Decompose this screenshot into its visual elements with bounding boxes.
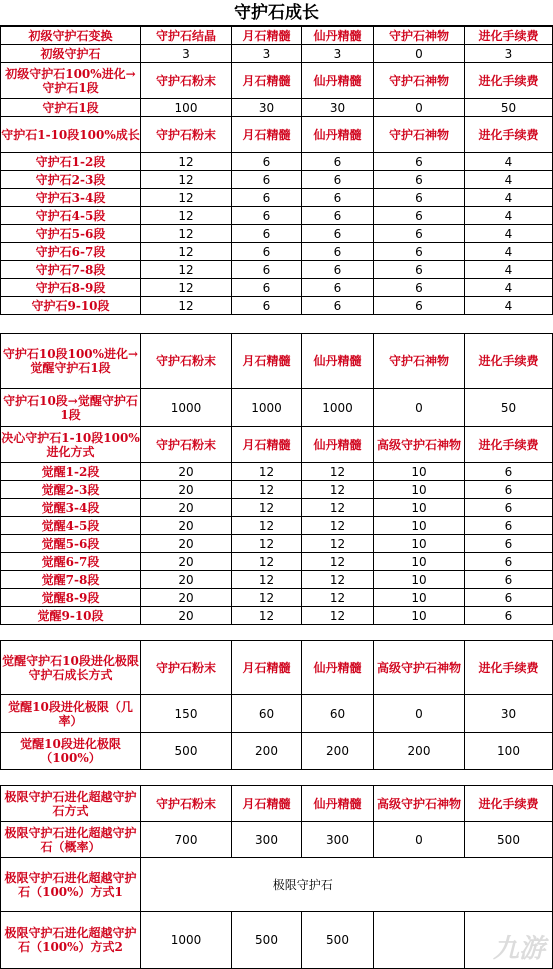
cell-value: 10 xyxy=(374,535,465,553)
cell-value: 10 xyxy=(374,553,465,571)
row-label: 守护石9-10段 xyxy=(1,297,141,315)
cell-value: 6 xyxy=(465,607,553,625)
cell-value: 12 xyxy=(141,225,232,243)
table-row xyxy=(1,225,553,243)
header-cell: 进化手续费 xyxy=(465,63,553,99)
table-header-row xyxy=(1,63,553,99)
cell-value: 12 xyxy=(141,261,232,279)
table-row xyxy=(1,695,553,733)
cell-value: 12 xyxy=(232,535,302,553)
table-row xyxy=(1,389,553,427)
cell-value: 6 xyxy=(302,225,374,243)
table-row xyxy=(1,45,553,63)
row-label: 守护石5-6段 xyxy=(1,225,141,243)
header-cell: 进化手续费 xyxy=(465,786,553,822)
table-header-row xyxy=(1,27,553,45)
table-header-row xyxy=(1,334,553,389)
row-label: 觉醒5-6段 xyxy=(1,535,141,553)
table-header-row xyxy=(1,641,553,695)
header-cell: 进化手续费 xyxy=(465,27,553,45)
cell-value: 6 xyxy=(465,517,553,535)
cell-value: 50 xyxy=(465,389,553,427)
header-cell: 守护石1-10段100%成长 xyxy=(1,117,141,153)
cell-value: 10 xyxy=(374,589,465,607)
cell-value: 6 xyxy=(374,153,465,171)
cell-value: 12 xyxy=(141,153,232,171)
cell-value: 20 xyxy=(141,589,232,607)
cell-value: 12 xyxy=(141,243,232,261)
cell-value: 12 xyxy=(141,189,232,207)
cell-value: 12 xyxy=(232,481,302,499)
cell-value: 10 xyxy=(374,571,465,589)
cell-value: 12 xyxy=(232,607,302,625)
table-row xyxy=(1,171,553,189)
cell-value: 6 xyxy=(302,171,374,189)
cell-value: 6 xyxy=(374,189,465,207)
cell-value: 6 xyxy=(302,243,374,261)
row-label: 觉醒8-9段 xyxy=(1,589,141,607)
table-row xyxy=(1,481,553,499)
cell-value: 4 xyxy=(465,243,553,261)
row-label: 觉醒6-7段 xyxy=(1,553,141,571)
header-cell: 守护石结晶 xyxy=(141,27,232,45)
cell-value: 12 xyxy=(141,297,232,315)
table-row xyxy=(1,153,553,171)
cell-value: 4 xyxy=(465,189,553,207)
header-cell: 守护石10段100%进化→觉醒守护石1段 xyxy=(1,334,141,389)
table-row xyxy=(1,822,553,858)
cell-value: 50 xyxy=(465,99,553,117)
cell-value: 6 xyxy=(232,189,302,207)
cell-value: 6 xyxy=(302,297,374,315)
cell-value: 6 xyxy=(232,261,302,279)
cell-value: 60 xyxy=(302,695,374,733)
table-header-row xyxy=(1,117,553,153)
cell-value: 12 xyxy=(302,517,374,535)
cell-value: 1000 xyxy=(232,389,302,427)
cell-value: 12 xyxy=(232,463,302,481)
cell-value: 10 xyxy=(374,607,465,625)
header-cell: 进化手续费 xyxy=(465,641,553,695)
cell-value: 4 xyxy=(465,279,553,297)
header-cell: 仙丹精髓 xyxy=(302,63,374,99)
row-label: 极限守护石进化超越守护石（概率） xyxy=(1,822,141,858)
merged-cell: 极限守护石 xyxy=(141,858,465,912)
awaken-rows xyxy=(1,463,553,625)
cell-value: 20 xyxy=(141,481,232,499)
cell-value: 6 xyxy=(465,499,553,517)
row-label: 守护石7-8段 xyxy=(1,261,141,279)
cell-value: 4 xyxy=(465,261,553,279)
cell-value: 6 xyxy=(232,207,302,225)
cell-value: 20 xyxy=(141,463,232,481)
cell-value: 30 xyxy=(302,99,374,117)
cell-value: 12 xyxy=(302,481,374,499)
row-label: 初级守护石 xyxy=(1,45,141,63)
header-cell: 守护石粉末 xyxy=(141,786,232,822)
cell-value: 0 xyxy=(374,99,465,117)
cell-value: 1000 xyxy=(141,912,232,969)
row-label: 守护石6-7段 xyxy=(1,243,141,261)
table-row xyxy=(1,499,553,517)
row-label: 守护石1段 xyxy=(1,99,141,117)
cell-value: 100 xyxy=(465,733,553,770)
header-cell: 仙丹精髓 xyxy=(302,786,374,822)
watermark-logo: 九游 xyxy=(492,934,545,964)
cell-value: 12 xyxy=(302,589,374,607)
table-row xyxy=(1,607,553,625)
table-header-row xyxy=(1,427,553,463)
header-cell: 觉醒守护石10段进化极限守护石成长方式 xyxy=(1,641,141,695)
cell-value: 20 xyxy=(141,607,232,625)
section-transcend-table xyxy=(0,785,553,969)
cell-value: 6 xyxy=(302,153,374,171)
row-label: 觉醒10段进化极限（几率） xyxy=(1,695,141,733)
table-row xyxy=(1,99,553,117)
cell-value: 20 xyxy=(141,553,232,571)
cell-value: 12 xyxy=(232,553,302,571)
header-cell: 进化手续费 xyxy=(465,427,553,463)
cell-value: 20 xyxy=(141,517,232,535)
row-label: 守护石10段→觉醒守护石1段 xyxy=(1,389,141,427)
header-cell: 守护石粉末 xyxy=(141,641,232,695)
cell-value: 12 xyxy=(232,571,302,589)
cell-value: 6 xyxy=(465,589,553,607)
cell-value: 6 xyxy=(374,225,465,243)
page-title: 守护石成长 xyxy=(0,0,553,26)
header-cell: 进化手续费 xyxy=(465,117,553,153)
row-label: 觉醒1-2段 xyxy=(1,463,141,481)
cell-value: 500 xyxy=(141,733,232,770)
header-cell: 高级守护石神物 xyxy=(374,786,465,822)
header-cell: 守护石粉末 xyxy=(141,63,232,99)
cell-value: 3 xyxy=(465,45,553,63)
cell-value: 12 xyxy=(302,499,374,517)
cell-value: 500 xyxy=(302,912,374,969)
table-row xyxy=(1,589,553,607)
header-cell: 月石精髓 xyxy=(232,641,302,695)
header-cell: 守护石粉末 xyxy=(141,334,232,389)
cell-value: 20 xyxy=(141,499,232,517)
cell-value: 20 xyxy=(141,571,232,589)
cell-value: 1000 xyxy=(141,389,232,427)
header-cell: 守护石神物 xyxy=(374,117,465,153)
cell-value: 6 xyxy=(374,261,465,279)
row-label: 觉醒7-8段 xyxy=(1,571,141,589)
table-row xyxy=(1,207,553,225)
table-row xyxy=(1,243,553,261)
header-cell: 极限守护石进化超越守护石方式 xyxy=(1,786,141,822)
cell-value: 30 xyxy=(465,695,553,733)
cell-value: 6 xyxy=(302,279,374,297)
table-row xyxy=(1,553,553,571)
row-label: 守护石8-9段 xyxy=(1,279,141,297)
cell-value: 6 xyxy=(374,297,465,315)
header-cell: 月石精髓 xyxy=(232,427,302,463)
table-row xyxy=(1,571,553,589)
table-row xyxy=(1,297,553,315)
row-label: 极限守护石进化超越守护石（100%）方式1 xyxy=(1,858,141,912)
cell-value: 6 xyxy=(465,553,553,571)
header-cell: 守护石粉末 xyxy=(141,117,232,153)
cell-value: 200 xyxy=(374,733,465,770)
cell-value: 4 xyxy=(465,225,553,243)
row-label: 守护石2-3段 xyxy=(1,171,141,189)
header-cell: 进化手续费 xyxy=(465,334,553,389)
cell-value: 12 xyxy=(232,517,302,535)
cell-value xyxy=(374,912,465,969)
cell-value: 4 xyxy=(465,153,553,171)
row-label: 极限守护石进化超越守护石（100%）方式2 xyxy=(1,912,141,969)
cell-value: 6 xyxy=(232,279,302,297)
cell-value: 6 xyxy=(302,207,374,225)
cell-value: 6 xyxy=(465,463,553,481)
row-label: 觉醒10段进化极限（100%） xyxy=(1,733,141,770)
header-cell: 守护石粉末 xyxy=(141,427,232,463)
cell-value: 0 xyxy=(374,45,465,63)
cell-value: 12 xyxy=(232,499,302,517)
cell-value: 3 xyxy=(141,45,232,63)
cell-value: 6 xyxy=(232,171,302,189)
row-label: 守护石1-2段 xyxy=(1,153,141,171)
cell-value: 6 xyxy=(374,207,465,225)
cell-value: 6 xyxy=(465,481,553,499)
cell-value: 200 xyxy=(302,733,374,770)
table-header-row xyxy=(1,786,553,822)
cell-value: 10 xyxy=(374,499,465,517)
cell-value: 12 xyxy=(302,535,374,553)
row-label: 觉醒4-5段 xyxy=(1,517,141,535)
cell-value: 6 xyxy=(232,153,302,171)
empty-cell xyxy=(465,858,553,912)
cell-value: 4 xyxy=(465,207,553,225)
row-label: 守护石3-4段 xyxy=(1,189,141,207)
cell-value: 12 xyxy=(302,553,374,571)
cell-value: 300 xyxy=(302,822,374,858)
cell-value: 300 xyxy=(232,822,302,858)
table-row xyxy=(1,517,553,535)
cell-value: 3 xyxy=(232,45,302,63)
cell-value: 4 xyxy=(465,297,553,315)
cell-value: 500 xyxy=(232,912,302,969)
header-cell: 守护石神物 xyxy=(374,334,465,389)
header-cell: 高级守护石神物 xyxy=(374,427,465,463)
cell-value: 0 xyxy=(374,389,465,427)
table-row xyxy=(1,261,553,279)
header-cell: 仙丹精髓 xyxy=(302,27,374,45)
cell-value: 6 xyxy=(232,297,302,315)
row-label: 觉醒3-4段 xyxy=(1,499,141,517)
table-row xyxy=(1,535,553,553)
cell-value: 12 xyxy=(141,207,232,225)
table-row xyxy=(1,463,553,481)
table-row xyxy=(1,189,553,207)
upgrade-rows xyxy=(1,153,553,315)
header-cell: 仙丹精髓 xyxy=(302,117,374,153)
table-row xyxy=(1,733,553,770)
cell-value: 1000 xyxy=(302,389,374,427)
cell-value: 12 xyxy=(302,463,374,481)
header-cell: 守护石神物 xyxy=(374,63,465,99)
cell-value: 10 xyxy=(374,481,465,499)
cell-value: 6 xyxy=(465,571,553,589)
cell-value: 10 xyxy=(374,517,465,535)
cell-value: 10 xyxy=(374,463,465,481)
cell-value: 6 xyxy=(374,243,465,261)
header-cell: 月石精髓 xyxy=(232,334,302,389)
cell-value: 20 xyxy=(141,535,232,553)
table-row xyxy=(1,279,553,297)
cell-value: 0 xyxy=(374,822,465,858)
cell-value: 6 xyxy=(302,189,374,207)
cell-value: 6 xyxy=(302,261,374,279)
cell-value: 3 xyxy=(302,45,374,63)
header-cell: 仙丹精髓 xyxy=(302,427,374,463)
section-awaken-table xyxy=(0,333,553,625)
cell-value: 6 xyxy=(232,225,302,243)
cell-value: 6 xyxy=(374,171,465,189)
header-cell: 决心守护石1-10段100%进化方式 xyxy=(1,427,141,463)
cell-value: 60 xyxy=(232,695,302,733)
cell-value: 30 xyxy=(232,99,302,117)
cell-value: 100 xyxy=(141,99,232,117)
cell-value: 12 xyxy=(302,571,374,589)
cell-value: 0 xyxy=(374,695,465,733)
header-cell: 仙丹精髓 xyxy=(302,641,374,695)
row-label: 觉醒9-10段 xyxy=(1,607,141,625)
cell-value: 6 xyxy=(232,243,302,261)
row-label: 觉醒2-3段 xyxy=(1,481,141,499)
cell-value: 12 xyxy=(302,607,374,625)
header-cell: 月石精髓 xyxy=(232,27,302,45)
cell-value: 500 xyxy=(465,822,553,858)
cell-value: 700 xyxy=(141,822,232,858)
cell-value: 200 xyxy=(232,733,302,770)
header-cell: 守护石神物 xyxy=(374,27,465,45)
header-cell: 月石精髓 xyxy=(232,117,302,153)
header-cell: 高级守护石神物 xyxy=(374,641,465,695)
cell-value: 150 xyxy=(141,695,232,733)
row-label: 守护石4-5段 xyxy=(1,207,141,225)
cell-value: 12 xyxy=(141,279,232,297)
table-row xyxy=(1,912,553,969)
header-cell: 仙丹精髓 xyxy=(302,334,374,389)
section-limit-table xyxy=(0,640,553,770)
cell-value: 12 xyxy=(141,171,232,189)
table-row xyxy=(1,858,553,912)
header-cell: 初级守护石100%进化→守护石1段 xyxy=(1,63,141,99)
header-cell: 月石精髓 xyxy=(232,63,302,99)
section-guardian-stone-table xyxy=(0,26,553,315)
cell-value: 4 xyxy=(465,171,553,189)
cell-value: 6 xyxy=(374,279,465,297)
cell-value: 6 xyxy=(465,535,553,553)
header-cell: 初级守护石变换 xyxy=(1,27,141,45)
header-cell: 月石精髓 xyxy=(232,786,302,822)
cell-value: 12 xyxy=(232,589,302,607)
